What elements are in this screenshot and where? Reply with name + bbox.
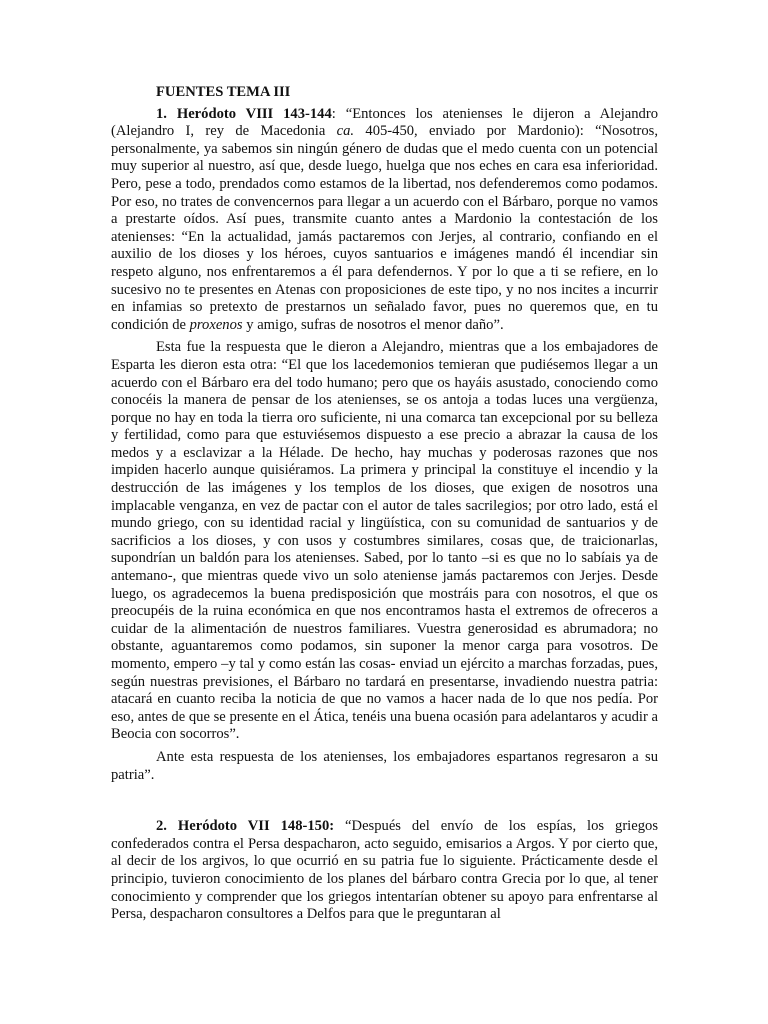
page-title: FUENTES TEMA III (156, 84, 291, 100)
section-1-paragraph-2: Esta fue la respuesta que le dieron a Alejandro, mientras que a los embajadores de Esparta les dieron esta otra: “El que los lacedemonios temieran que pudiésemos llegar a un acuerdo con el Bárbaro era del todo humano; pero que os hayáis asustado, conociendo como conocéis la manera de pensar de los atenienses, se os antoja a todas luces una vergüenza, porque no hay en toda la tierra oro suficiente, ni una comarca tan excepcional por su belleza y fertilidad, como para que estuviésemos dispuesto a ese precio a abrazar la causa de los medos y a esclavizar a la Hélade. De hecho, hay muchas y poderosas razones que nos impiden hacerlo aunque quisiéramos. La primera y principal la constituye el incendio y la destrucción de las imágenes y los templos de los dioses, que exigen de nosotros una implacable venganza, en vez de pactar con el autor de tales sacrilegios; por otro lado, está el mundo griego, con su identidad racial y lingüística, con su comunidad de santuarios y de sacrificios a los dioses, y con usos y costumbres similares, cosas que, de traicionarlas, supondrían un baldón para los atenienses. Sabed, por lo tanto –si es que no lo sabíais ya de antemano-, que mientras quede vivo un solo ateniense jamás pactaremos con Jerjes. Desde luego, os agradecemos la buena predisposición que mostráis para con nosotros, el que os preocupéis de la ruina económica en que nos encontramos hasta el extremos de ofreceros a cuidar de la alimentación de nuestros familiares. Vuestra generosidad es abrumadora; no obstante, aguantaremos como podamos, sin suponer la menor carga para vosotros. De momento, empero –y tal y como están las cosas- enviad un ejército a marchas forzadas, pues, según nuestras previsiones, el Bárbaro no tardará en presentarse, invadiendo nuestra patria: atacará en cuanto reciba la noticia de que no vamos a hacer nada de lo que nos pedía. Por eso, antes de que se presente en el Ática, tenéis una buena ocasión para adelantaros y acudir a Beocia con socorros”. (111, 339, 658, 743)
section-1-paragraph-1 (111, 106, 658, 335)
section-2-reference: 2. Heródoto VII 148-150: (156, 818, 335, 835)
section-1-ca-term: ca. (336, 123, 355, 140)
section-2-paragraph-1 (111, 818, 658, 924)
section-1-reference: 1. Heródoto VIII 143-144 (156, 105, 332, 122)
section-1-text-a: : “Entonces los atenienses le dijeron a Alejandro (Alejandro I, rey de Macedonia (111, 105, 658, 140)
document-page (111, 84, 658, 924)
section-1-text-c: y amigo, sufras de nosotros el menor daño”. (242, 316, 504, 333)
section-2-text: “Después del envío de los espías, los griegos confederados contra el Persa despacharon, acto seguido, emisarios a Argos. Y por cierto que, al decir de los argivos, lo que ocurrió en su patria fue lo siguiente. Prácticamente desde el principio, tuvieron conocimiento de los planes del bárbaro contra Grecia por lo que, al tener conocimiento y comprender que los griegos intentarían obtener su apoyo para enfrentarse al Persa, despacharon consultores a Delfos para que le preguntaran al (111, 818, 658, 923)
section-1-paragraph-3: Ante esta respuesta de los atenienses, los embajadores espartanos regresaron a su patria”. (111, 748, 658, 783)
section-1-text-b: 405-450, enviado por Mardonio): “Nosotros, personalmente, ya sabemos sin ningún género de dudas que el medo cuenta con un potencial muy superior al nuestro, así que, desde luego, huelga que nos eches en cara esa inferioridad. Pero, pese a todo, prendados como estamos de la libertad, nos defenderemos como podamos. Por eso, no trates de convencernos para llegar a un acuerdo con el Bárbaro, porque no vamos a prestarte oídos. Así pues, transmite cuanto antes a Mardonio la contestación de los atenienses: “En la actualidad, jamás pactaremos con Jerjes, al contrario, confiando en el auxilio de los dioses y los héroes, cuyos santuarios e imágenes mandó él incendiar sin respeto alguno, nos enfrentaremos a él para defendernos. Y por lo que a ti se refiere, en lo sucesivo no te presentes en Atenas con proposiciones de este tipo, y no nos incites a incurrir en infamias so pretexto de prestarnos un señalado favor, pues no queremos que, en tu condición de (111, 123, 658, 333)
section-1-proxenos-term: proxenos (189, 316, 243, 333)
